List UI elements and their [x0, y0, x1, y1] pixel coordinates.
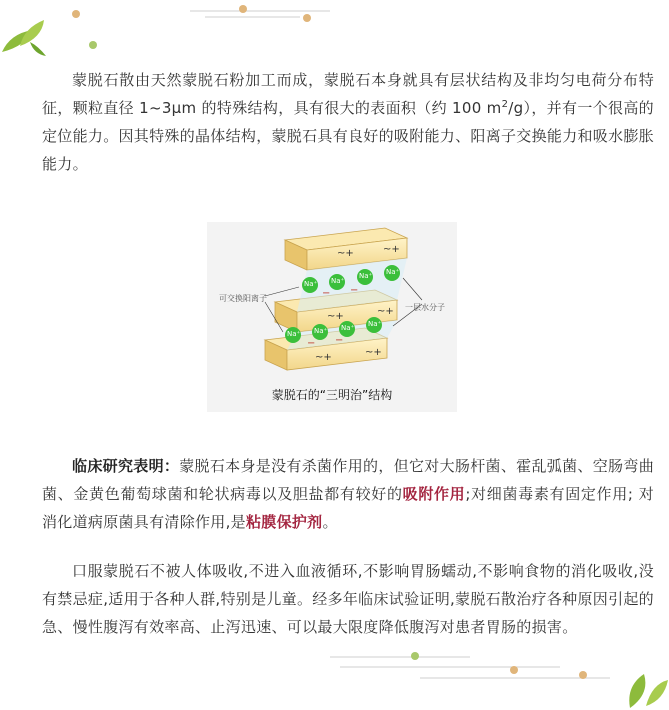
intro-paragraph	[42, 66, 654, 178]
highlight-adsorption: 吸附作用	[402, 485, 466, 503]
layer-charge-label: ~+	[365, 347, 382, 358]
clinical-paragraph	[42, 452, 654, 536]
layer-charge-label: ~+	[315, 352, 332, 363]
clinical-text-1: 蒙脱石本身是没有杀菌作用的，但它对大肠杆菌、霍乱弧菌、空肠弯曲菌、金黄色葡萄球菌和轮状病毒以及胆盐都有较好的	[42, 457, 654, 503]
dot-icon	[303, 14, 311, 22]
layer-charge-label: ~+	[327, 311, 344, 322]
clinical-text-3: 。	[322, 513, 338, 531]
clinical-lead: 临床研究表明：	[72, 457, 180, 475]
clinical-text-2: ;对细菌毒素有固定作用; 对消化道病原菌具有清除作用,是	[42, 485, 655, 531]
negative-charge: −	[322, 288, 331, 299]
negative-charge: −	[335, 335, 344, 346]
ion-label: Na⁺	[287, 330, 301, 338]
highlight-mucosa-protector: 粘膜保护剂	[245, 513, 323, 531]
layer-charge-label: ~+	[377, 306, 394, 317]
leaf-icon	[629, 674, 668, 708]
dot-icon	[579, 671, 587, 679]
layer-charge-label: ~+	[337, 248, 354, 259]
dot-icon	[72, 10, 80, 18]
top-decoration	[0, 0, 669, 60]
ion-label: Na⁺	[304, 280, 318, 288]
superscript: 2	[501, 99, 509, 110]
oral-usage-paragraph	[42, 557, 654, 641]
ion-label: Na⁺	[341, 324, 355, 332]
water-layer-label: 一层水分子	[405, 303, 445, 312]
sandwich-structure-figure	[207, 222, 457, 412]
bottom-decoration	[0, 640, 669, 710]
ion-label: Na⁺	[331, 277, 345, 285]
ion-label: Na⁺	[368, 320, 382, 328]
dot-icon	[510, 666, 518, 674]
intro-text-1: 蒙脱石散由天然蒙脱石粉加工而成，蒙脱石本身就具有层状结构及非均匀电荷分布特征，颗粒直径 1~3μm 的特殊结构，具有很大的表面积（约 100 m	[42, 71, 654, 117]
ion-label: Na⁺	[314, 327, 328, 335]
exchangeable-cation-label: 可交换阳离子	[219, 294, 267, 303]
dot-icon	[239, 5, 247, 13]
dot-icon	[89, 41, 97, 49]
layer-charge-label: ~+	[383, 244, 400, 255]
negative-charge: −	[307, 338, 316, 349]
negative-charge: −	[350, 285, 359, 296]
oral-usage-text: 口服蒙脱石不被人体吸收,不进入血液循环,不影响胃肠蠕动,不影响食物的消化吸收,没有禁忌症,适用于各种人群,特别是儿童。经多年临床试验证明,蒙脱石散治疗各种原因引起的急、慢性腹泻有效率高、止泻迅速、可以最大限度降低腹泻对患者胃肠的损害。	[42, 562, 654, 636]
leaf-icon	[2, 20, 46, 56]
dot-icon	[411, 652, 419, 660]
ion-label: Na⁺	[359, 272, 373, 280]
intro-text-2: /g），并有一个很高的定位能力。因其特殊的晶体结构，蒙脱石具有良好的吸附能力、阳离子交换能力和吸水膨胀能力。	[42, 99, 655, 173]
ion-label: Na⁺	[386, 268, 400, 276]
figure-caption: 蒙脱石的“三明治”结构	[271, 388, 393, 402]
